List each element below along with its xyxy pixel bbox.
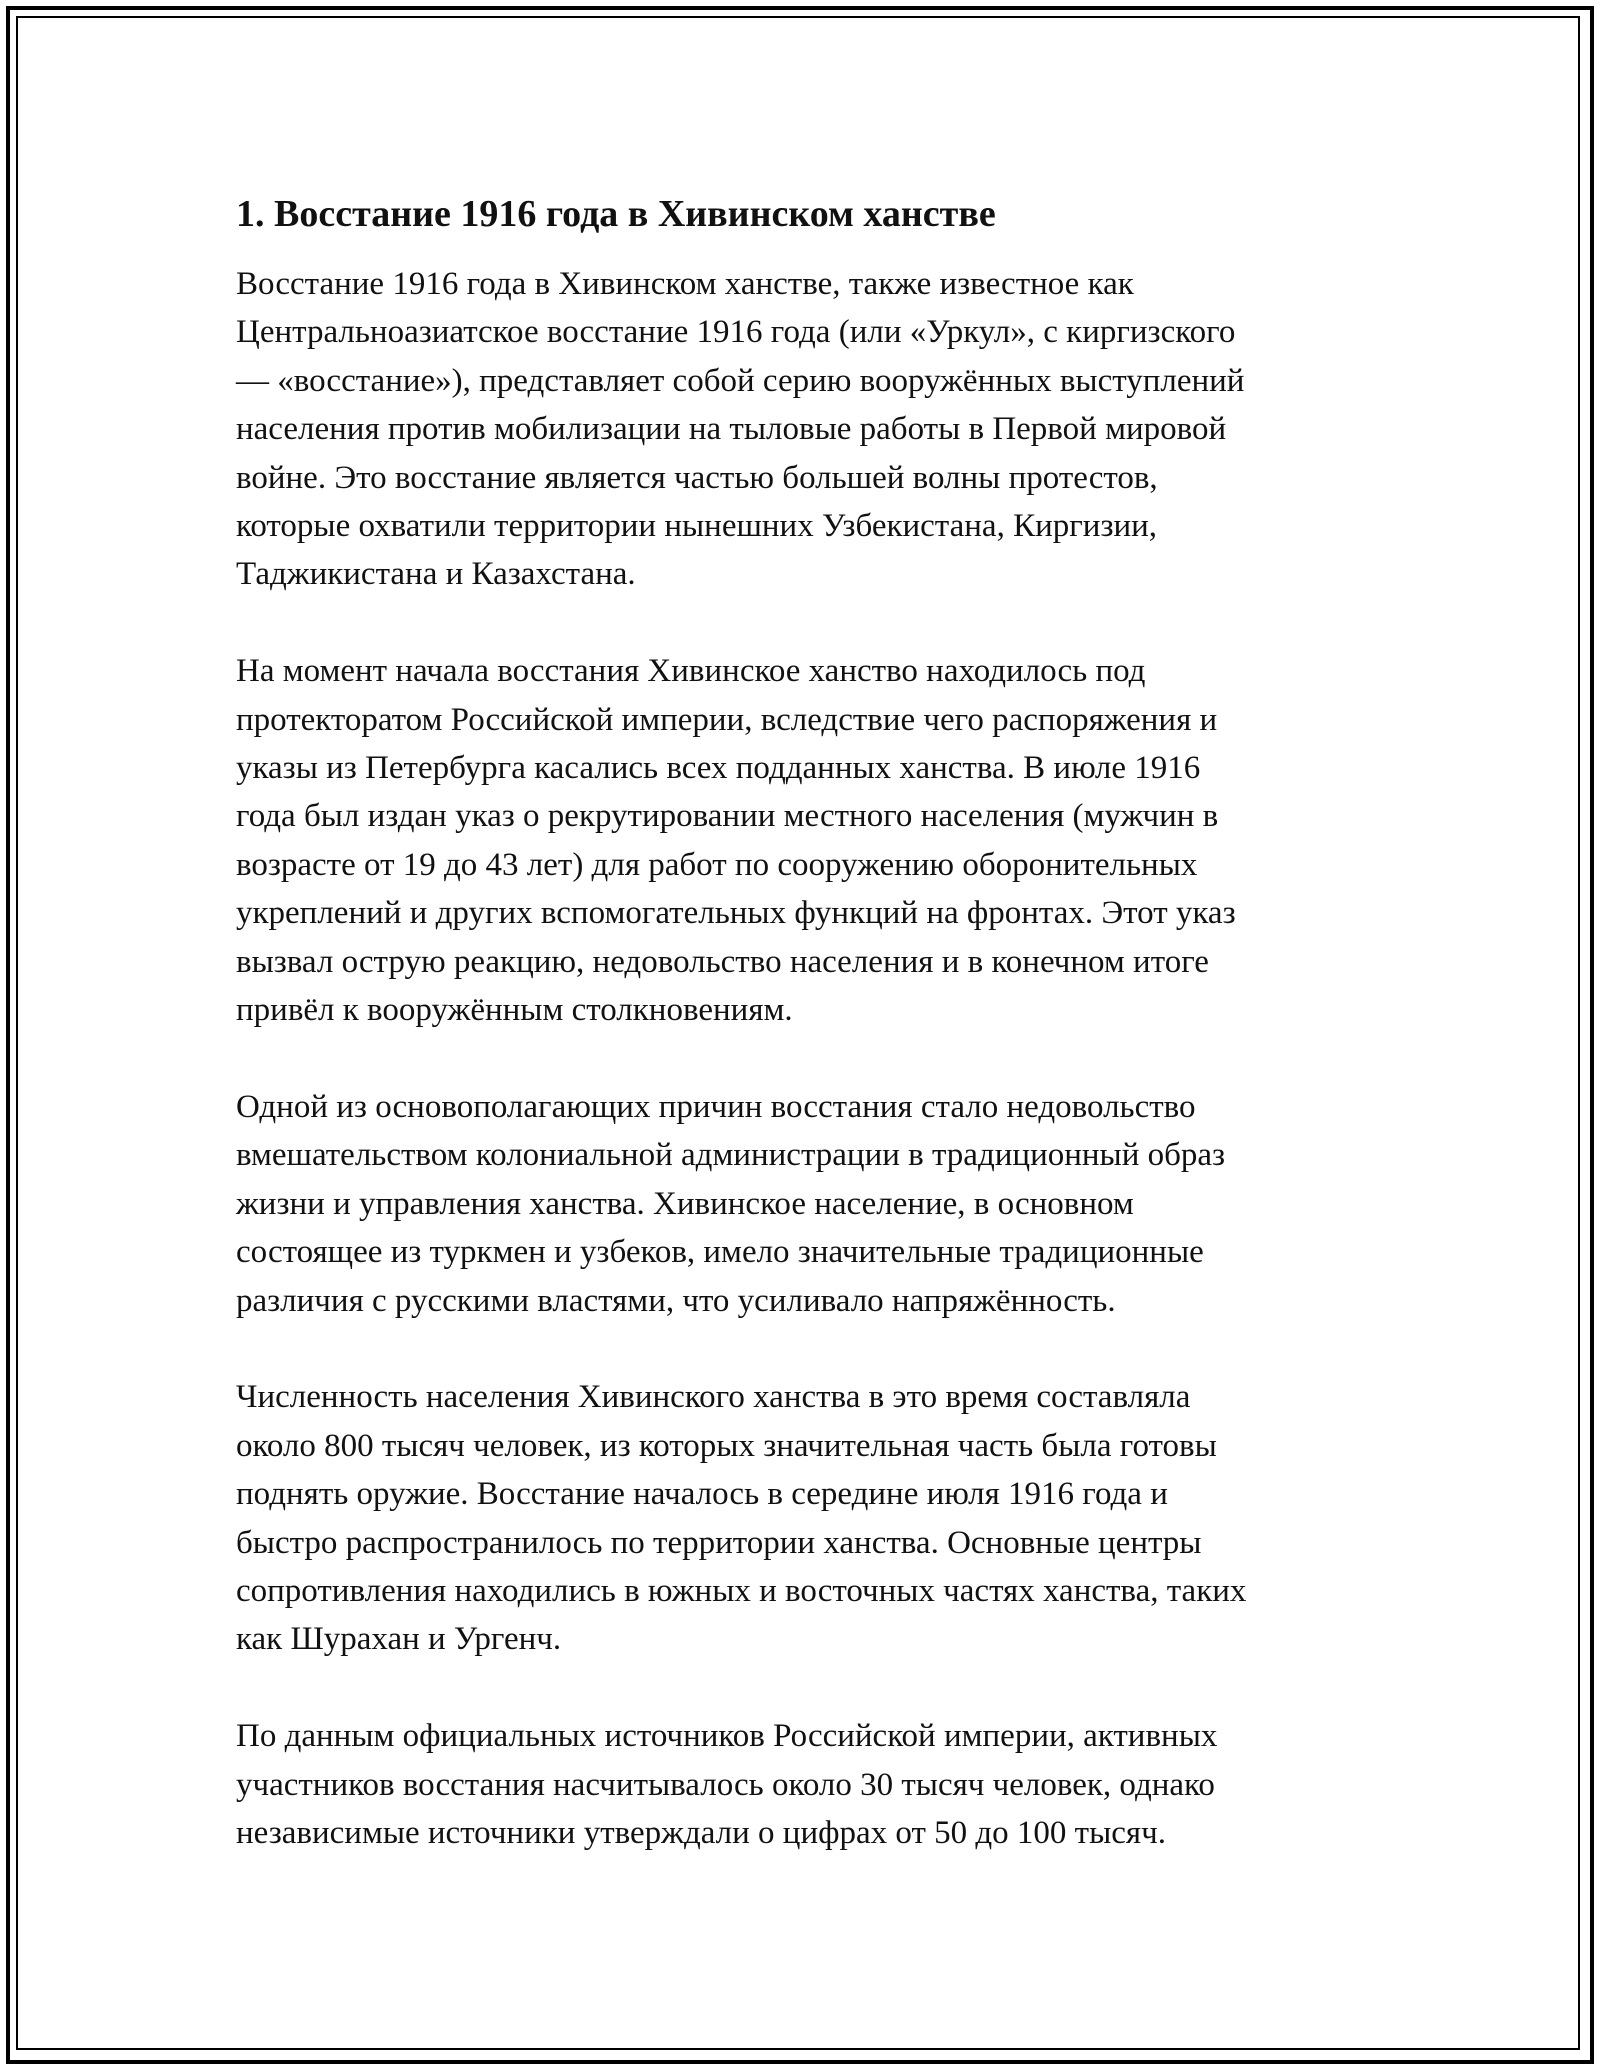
document-body	[236, 188, 1376, 1857]
paragraph-causes: Одной из основополагающих причин восстания стало недовольство вмешательством колониальной администрации в традиционный образ жизни и управления ханства. Хивинское население, в основном состоящее из туркмен и узбеков, имело значительные традиционные различия с русскими властями, что усиливало напряжённость.	[236, 1088, 1226, 1319]
paragraph-population: Численность населения Хивинского ханства в это время составляла около 800 тысяч человек, из которых значительная часть была готовы поднять оружие. Восстание началось в середине июля 1916 года и быстро распространилось по территории ханства. Основные центры сопротивления находились в южных и восточных частях ханства, таких как Шурахан и Ургенч.	[236, 1379, 1247, 1658]
paragraph-participants: По данным официальных источников Российской империи, активных участников восстания насчитывалось около 30 тысяч человек, однако независимые источники утверждали о цифрах от 50 до 100 тысяч.	[236, 1718, 1218, 1851]
paragraph-background: На момент начала восстания Хивинское ханство находилось под протекторатом Российской империи, вследствие чего распоряжения и указы из Петербурга касались всех подданных ханства. В июле 1916 года был издан указ о рекрутировании местного населения (мужчин в возрасте от 19 до 43 лет) для работ по сооружению оборонительных укреплений и других вспомогательных функций на фронтах. Этот указ вызвал острую реакцию, недовольство населения и в конечном итоге привёл к вооружённым столкновениям.	[236, 653, 1236, 1029]
paragraph-intro: Восстание 1916 года в Хивинском ханстве, также известное как Центральноазиатское восстание 1916 года (или «Уркул», с киргизского — «восстание»), представляет собой серию вооружённых выступлений населения против мобилизации на тыловые работы в Первой мировой войне. Это восстание является частью большей волны протестов, которые охватили территории нынешних Узбекистана, Киргизии, Таджикистана и Казахстана.	[236, 266, 1245, 593]
document-title: 1. Восстание 1916 года в Хивинском ханстве	[236, 193, 996, 235]
